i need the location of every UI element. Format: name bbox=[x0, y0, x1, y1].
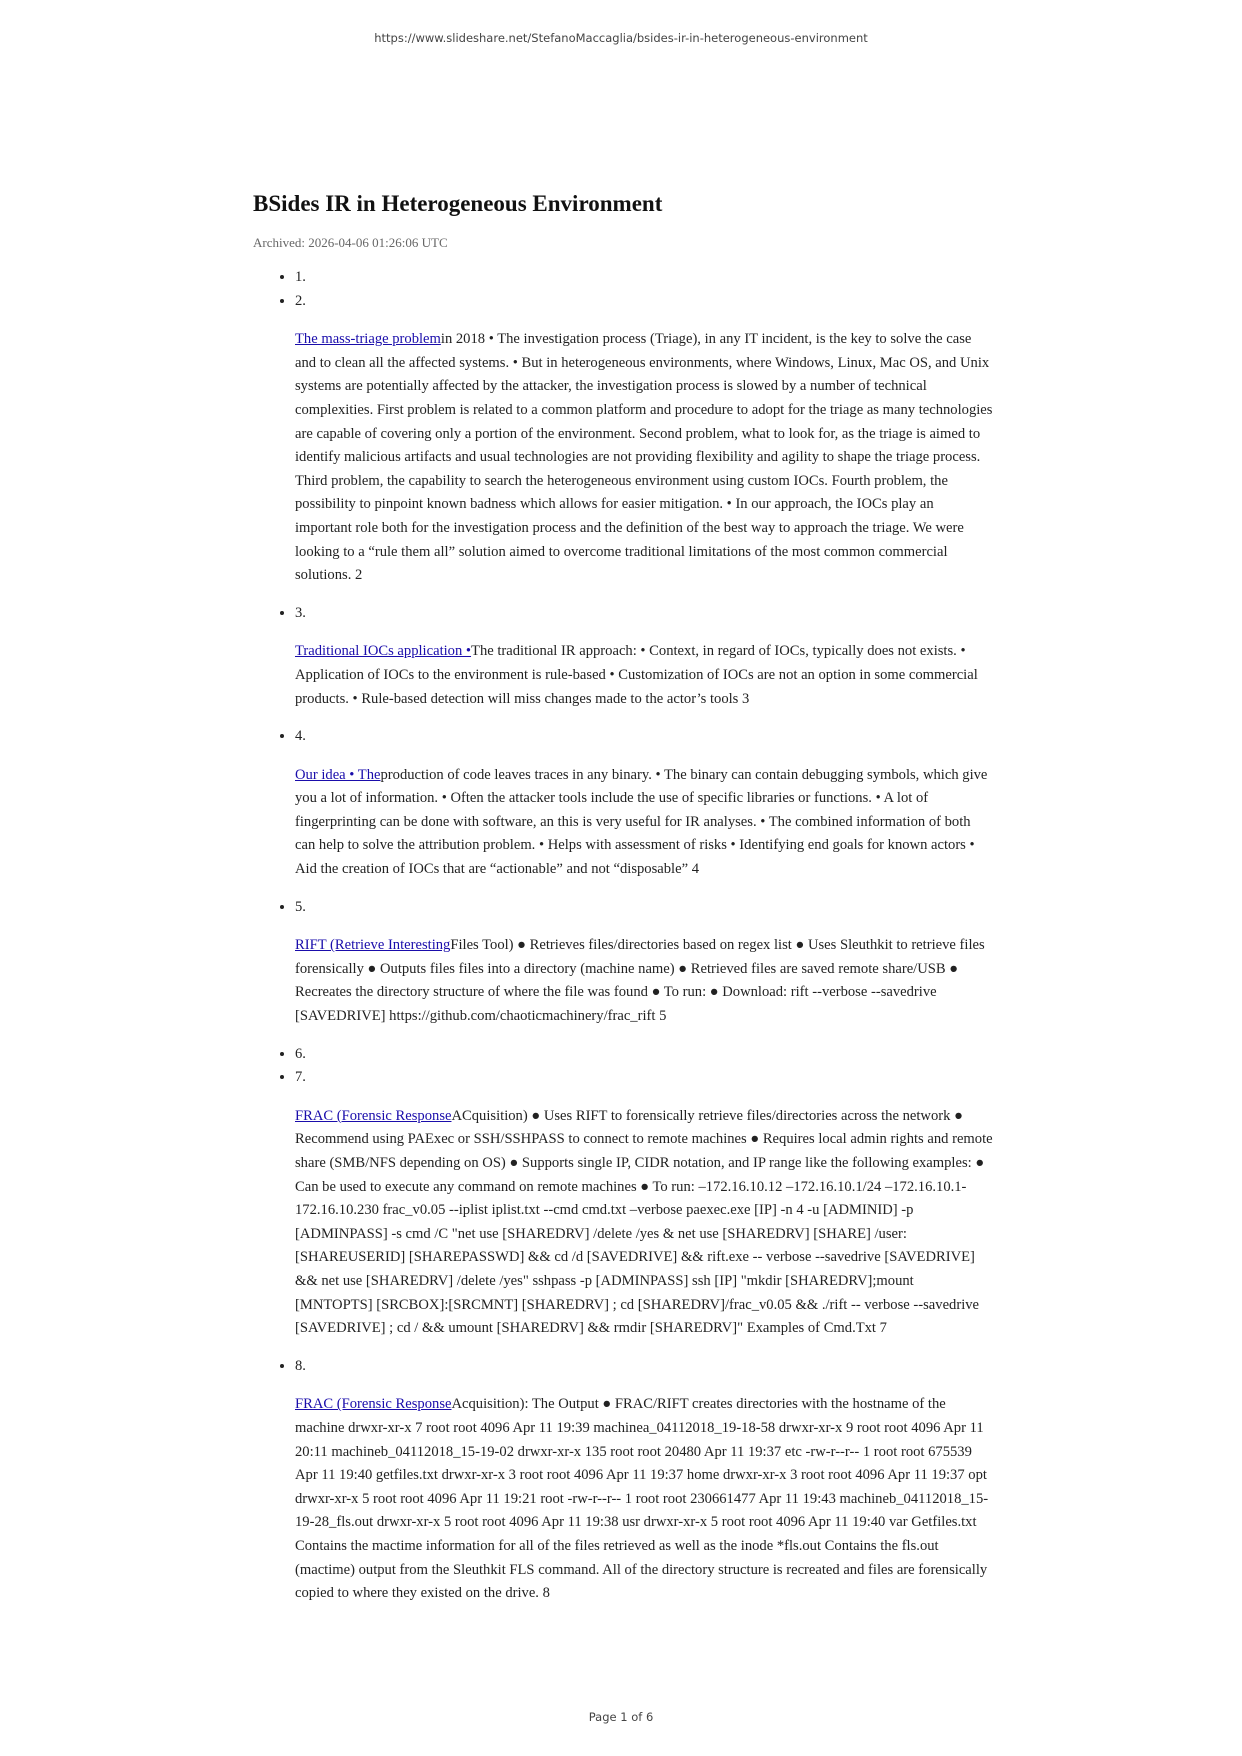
slide-number: 1. bbox=[295, 269, 306, 285]
slide-number: 4. bbox=[295, 728, 306, 745]
slide-body: in 2018 • The investigation process (Triage), in any IT incident, is the key to solve the case and to clean all the affected systems. • But in heterogeneous environments, where Windows, Linux, Mac OS, and Unix systems are potentially affected by the attacker, the investigation process is slowed by a number of technical complexities. First problem is related to a common platform and procedure to adopt for the triage as many technologies are capable of covering only a portion of the environment. Second problem, what to look for, as the triage is aimed to identify malicious artifacts and usual technologies are not providing flexibility and agility to shape the triage process. Third problem, the capability to search the heterogeneous environment using custom IOCs. Fourth problem, the possibility to pinpoint known badness which allows for easier mitigation. • In our approach, the IOCs play an important role both for the investigation process and the definition of the best way to approach the triage. We were looking to a “rule them all” solution aimed to overcome traditional limitations of the most common commercial solutions. 2 bbox=[295, 331, 993, 584]
source-url: https://www.slideshare.net/StefanoMaccaglia/bsides-ir-in-heterogeneous-environment bbox=[374, 31, 868, 45]
slide-item-4 bbox=[295, 725, 993, 882]
slide-number: 8. bbox=[295, 1357, 306, 1374]
page-title: BSides IR in Heterogeneous Environment bbox=[253, 191, 663, 216]
slide-number: 3. bbox=[295, 604, 306, 621]
slide-item-6 bbox=[295, 1043, 993, 1067]
slide-link[interactable]: FRAC (Forensic Response bbox=[295, 1396, 452, 1413]
slide-link[interactable]: The mass-triage problem bbox=[295, 331, 441, 348]
archived-timestamp: Archived: 2026-04-06 01:26:06 UTC bbox=[253, 235, 448, 250]
slide-link[interactable]: Traditional IOCs application • bbox=[295, 643, 472, 660]
slide-list bbox=[253, 266, 993, 1606]
slide-number: 5. bbox=[295, 898, 306, 915]
slide-item-2 bbox=[295, 290, 993, 588]
slide-body: Files Tool) ● Retrieves files/directories based on regex list ● Uses Sleuthkit to retrieve files forensically ● Outputs files files into a directory (machine name) ● Retrieved files are saved remote share/USB ● Recreates the directory structure of where the file was found ● To run: ● Download: rift --verbose --savedrive [SAVEDRIVE] https://github.com/chaoticmachinery/frac_rift 5 bbox=[295, 937, 985, 1025]
slide-body: ACquisition) ● Uses RIFT to forensically retrieve files/directories across the network ● Recommend using PAExec or SSH/SSHPASS to connect to remote machines ● Requires local admin rights and remote share (SMB/NFS depending on OS) ● Supports single IP, CIDR notation, and IP range like the following examples: ● Can be used to execute any command on remote machines ● To run: –172.16.10.12 –172.16.10.1/24 –172.16.10.1-172.16.10.230 frac_v0.05 --iplist iplist.txt --cmd cmd.txt –verbose paexec.exe [IP] -n 4 -u [ADMINID] -p [ADMINPASS] -s cmd /C "net use [SHAREDRV] /delete /yes & net use [SHAREDRV] [SHARE] /user:[SHAREUSERID] [SHAREPASSWD] && cd /d [SAVEDRIVE] && rift.exe -- verbose --savedrive [SAVEDRIVE] && net use [SHAREDRV] /delete /yes" sshpass -p [ADMINPASS] ssh [IP] "mkdir [SHAREDRV];mount [MNTOPTS] [SRCBOX]:[SRCMNT] [SHAREDRV] ; cd [SHAREDRV]/frac_v0.05 && ./rift -- verbose --savedrive [SAVEDRIVE] ; cd / && umount [SHAREDRV] && rmdir [SHAREDRV]" Examples of Cmd.Txt 7 bbox=[295, 1107, 993, 1337]
slide-item-1 bbox=[295, 266, 993, 290]
slide-link[interactable]: FRAC (Forensic Response bbox=[295, 1107, 452, 1124]
slide-text bbox=[295, 328, 993, 588]
slide-item-8 bbox=[295, 1355, 993, 1606]
slide-item-5 bbox=[295, 896, 993, 1029]
slide-body: Acquisition): The Output ● FRAC/RIFT creates directories with the hostname of the machine drwxr-xr-x 7 root root 4096 Apr 11 19:39 machinea_04112018_19-18-58 drwxr-xr-x 9 root root 4096 Apr 11 20:11 machineb_04112018_15-19-02 drwxr-xr-x 135 root root 20480 Apr 11 19:37 etc -rw-r--r-- 1 root root 675539 Apr 11 19:40 getfiles.txt drwxr-xr-x 3 root root 4096 Apr 11 19:37 home drwxr-xr-x 3 root root 4096 Apr 11 19:37 opt drwxr-xr-x 5 root root 4096 Apr 11 19:21 root -rw-r--r-- 1 root root 230661477 Apr 11 19:43 machineb_04112018_15-19-28_fls.out drwxr-xr-x 5 root root 4096 Apr 11 19:38 usr drwxr-xr-x 5 root root 4096 Apr 11 19:40 var Getfiles.txt Contains the mactime information for all of the files retrieved as well as the inode *fls.out Contains the fls.out (mactime) output from the Sleuthkit FLS command. All of the directory structure is recreated and files are forensically copied to where they existed on the drive. 8 bbox=[295, 1396, 989, 1602]
slide-text bbox=[295, 640, 993, 711]
slide-item-3 bbox=[295, 602, 993, 711]
slide-text bbox=[295, 764, 993, 882]
slide-link[interactable]: RIFT (Retrieve Interesting bbox=[295, 937, 451, 954]
slide-text bbox=[295, 1393, 993, 1605]
slide-body: production of code leaves traces in any binary. • The binary can contain debugging symbols, which give you a lot of information. • Often the attacker tools include the use of specific libraries or functions. • A lot of fingerprinting can be done with software, an this is very useful for IR analyses. • The combined information of both can help to solve the attribution problem. • Helps with assessment of risks • Identifying end goals for known actors • Aid the creation of IOCs that are “actionable” and not “disposable” 4 bbox=[295, 766, 988, 878]
page-number: Page 1 of 6 bbox=[588, 1710, 654, 1724]
slide-number: 2. bbox=[295, 292, 306, 309]
slide-text bbox=[295, 1105, 993, 1341]
slide-link[interactable]: Our idea • The bbox=[295, 766, 381, 783]
slide-body: The traditional IR approach: • Context, in regard of IOCs, typically does not exists. • Application of IOCs to the environment is rule-based • Customization of IOCs are not an option in some commercial products. • Rule-based detection will miss changes made to the actor’s tools 3 bbox=[295, 643, 978, 707]
slide-number: 6. bbox=[295, 1045, 306, 1062]
slide-item-7 bbox=[295, 1066, 993, 1341]
article bbox=[253, 188, 993, 1620]
slide-text bbox=[295, 934, 993, 1028]
slide-number: 7. bbox=[295, 1069, 306, 1086]
